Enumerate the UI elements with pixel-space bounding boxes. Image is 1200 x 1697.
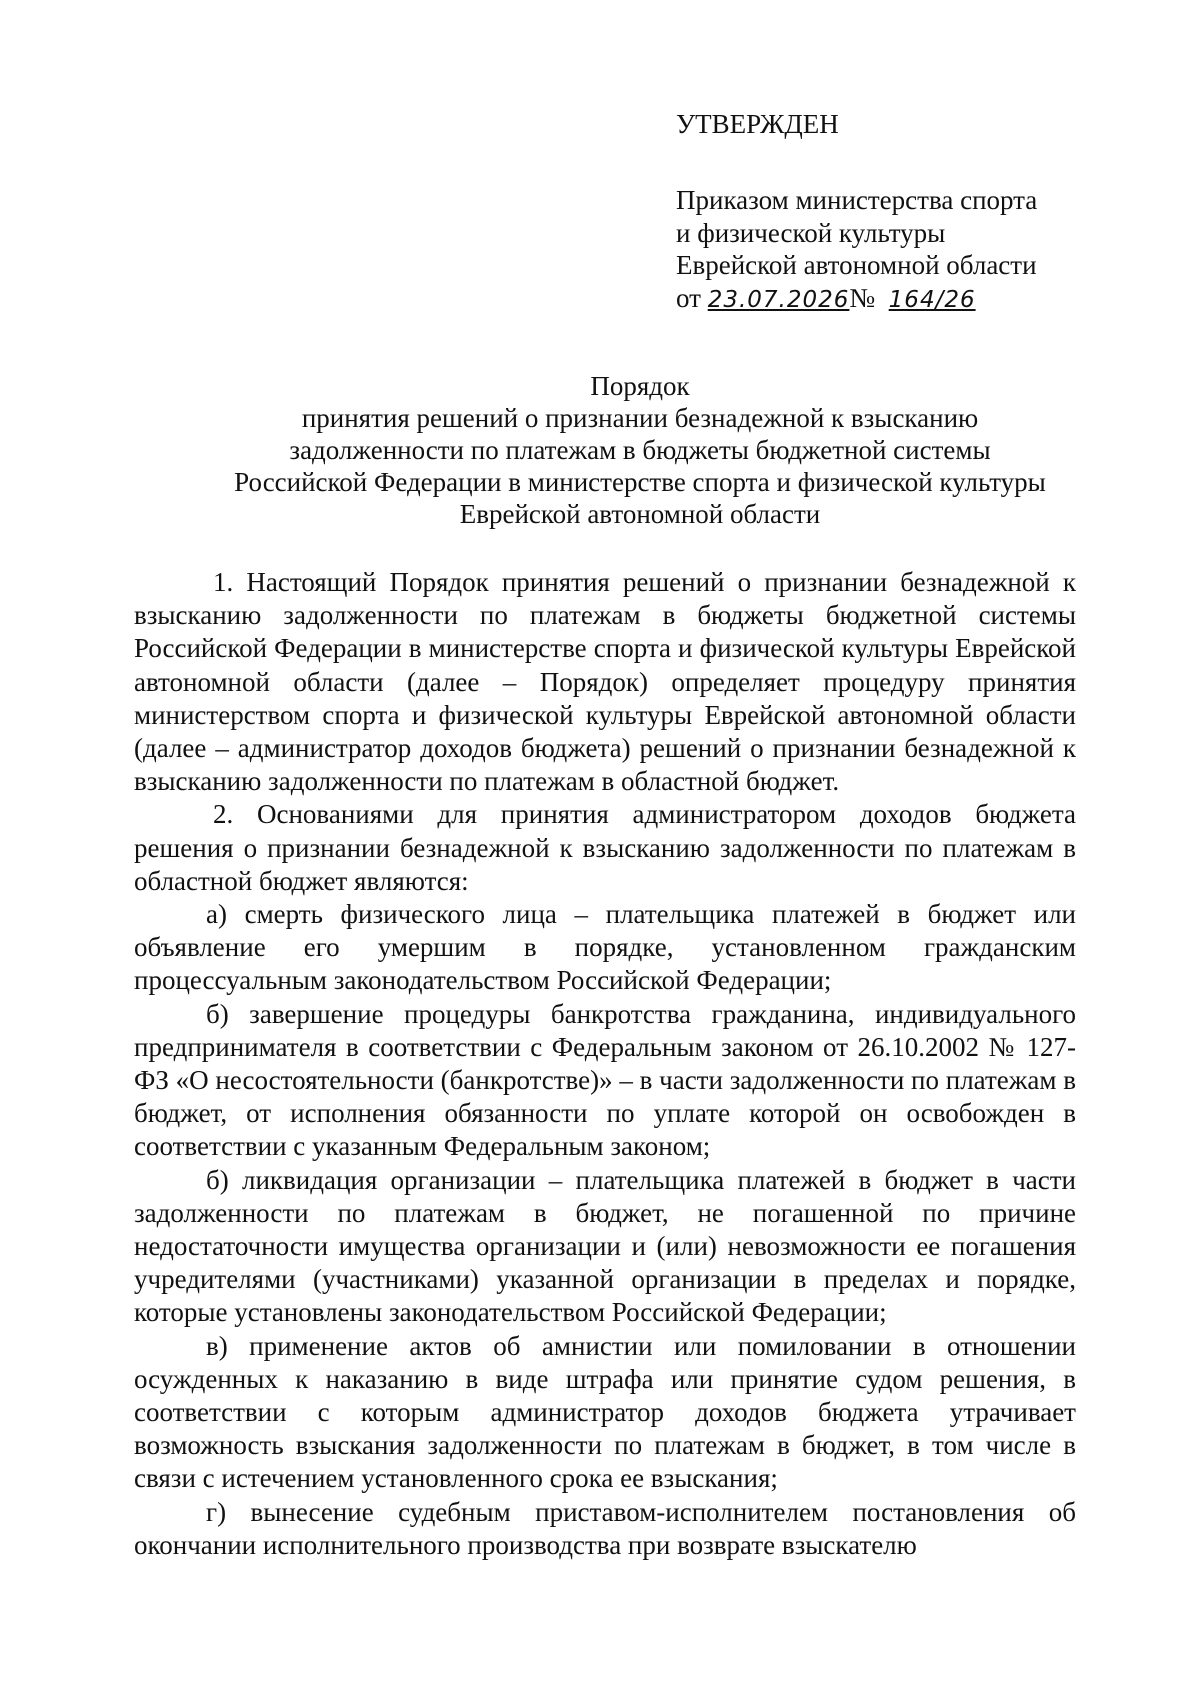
- approval-block: [676, 108, 1146, 314]
- paragraph-2b-liquidation: б) ликвидация организации – плательщика платежей в бюджет в части задолженности по платежам в бюджет, не погашенной по причине недостаточности имущества организации и (или) невозможности ее погашения учредителями (участниками) указанной организации в пределах и порядке, которые установлены законодательством Российской Федерации;: [134, 1164, 1076, 1328]
- order-line-1: Приказом министерства спорта: [676, 185, 1038, 216]
- paragraph-1: 1. Настоящий Порядок принятия решений о признании безнадежной к взысканию задолженности по платежам в бюджеты бюджетной системы Российской Федерации в министерстве спорта и физической культуры Еврейской автономной области (далее – Порядок) определяет процедуру принятия министерством спорта и физической культуры Еврейской автономной области (далее – администратор доходов бюджета) решений о признании безнадежной к взысканию задолженности по платежам в областной бюджет.: [134, 567, 1076, 797]
- title-line-4: Российской Федерации в министерстве спорта и физической культуры: [234, 467, 1046, 497]
- number-prefix: №: [849, 282, 876, 313]
- title-line-3: задолженности по платежам в бюджеты бюджетной системы: [289, 435, 991, 465]
- paragraph-2g: г) вынесение судебным приставом-исполнителем постановления об окончании исполнительного производства при возврате взыскателю: [134, 1496, 1076, 1560]
- order-line-2: и физической культуры: [676, 217, 946, 248]
- handwritten-number: 164/26: [888, 286, 976, 313]
- order-date-number-line: [676, 282, 1146, 315]
- paragraph-2: 2. Основаниями для принятия администратором доходов бюджета решения о признании безнадежной к взысканию задолженности по платежам в областной бюджет являются:: [134, 799, 1076, 896]
- title-line-1: Порядок: [590, 371, 690, 401]
- paragraph-2a: а) смерть физического лица – плательщика платежей в бюджет или объявление его умершим в порядке, установленном гражданским процессуальным законодательством Российской Федерации;: [134, 899, 1076, 996]
- handwritten-date: 23.07.2026: [707, 286, 850, 313]
- title-line-2: принятия решений о признании безнадежной к взысканию: [301, 403, 979, 433]
- paragraph-2b-bankruptcy: б) завершение процедуры банкротства гражданина, индивидуального предпринимателя в соответствии с Федеральным законом от 26.10.2002 № 127-ФЗ «О несостоятельности (банкротстве)» – в части задолженности по платежам в бюджет, от исполнения обязанности по уплате которой он освобожден в соответствии с указанным Федеральным законом;: [134, 998, 1076, 1162]
- paragraph-2v: в) применение актов об амнистии или помиловании в отношении осужденных к наказанию в виде штрафа или принятие судом решения, в соответствии с которым администратор доходов бюджета утрачивает возможность взыскания задолженности по платежам в бюджет, в том числе в связи с истечением установленного срока ее взыскания;: [134, 1330, 1076, 1494]
- approval-heading: УТВЕРЖДЕН: [676, 109, 839, 139]
- order-line-3: Еврейской автономной области: [676, 250, 1037, 281]
- title-line-5: Еврейской автономной области: [459, 499, 821, 529]
- date-prefix: от: [676, 282, 701, 313]
- document-body: [134, 566, 1076, 1562]
- document-title: [130, 370, 1150, 530]
